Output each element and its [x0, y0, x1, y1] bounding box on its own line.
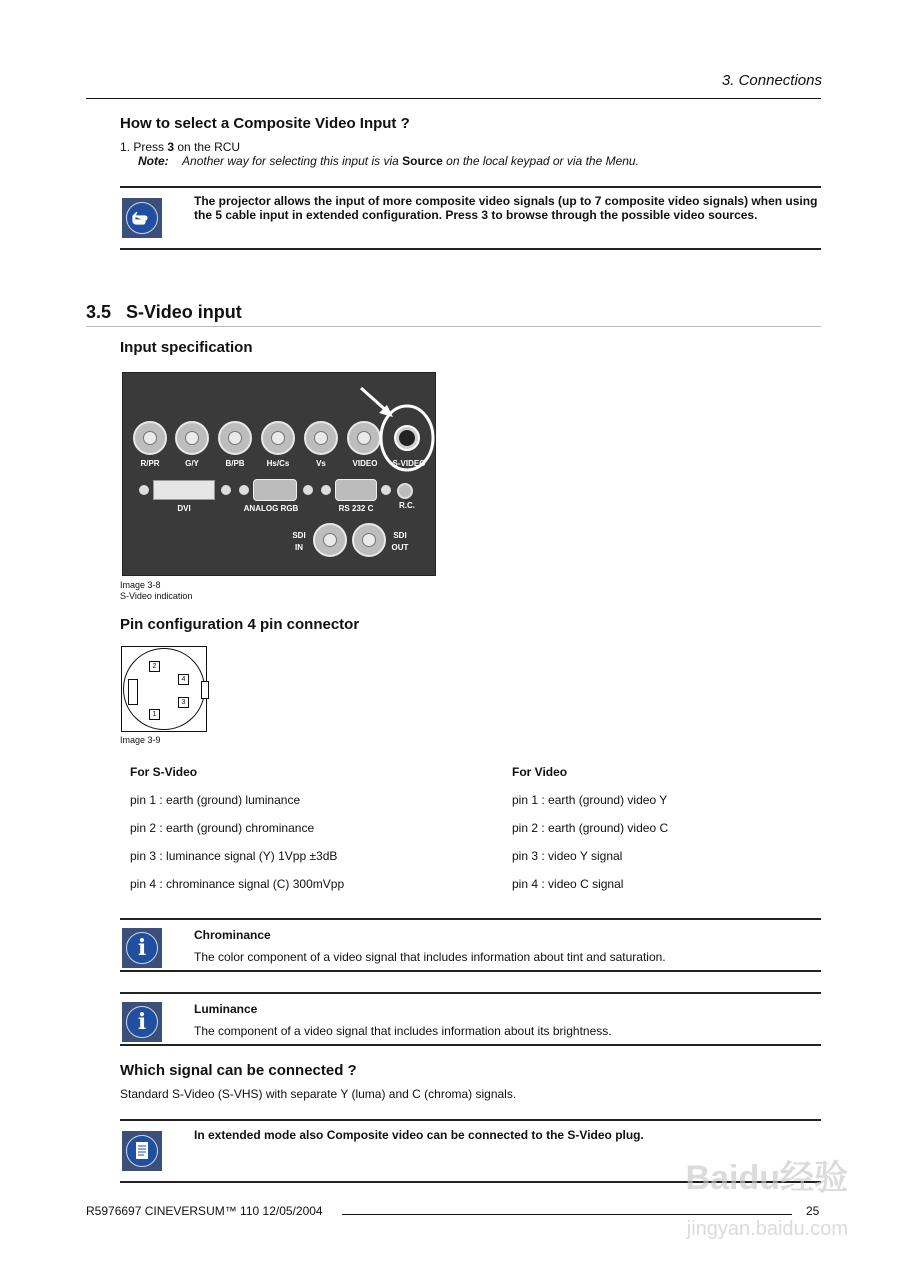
tip-text: The projector allows the input of more composite video signals (up to 7 composite video signals) when using the 5 cable input in extended configuration. Press 3 to browse through the possible video sources. [194, 194, 818, 222]
label-rs232: RS 232 C [338, 504, 374, 513]
extended-mode-text: In extended mode also Composite video can be connected to the S-Video plug. [194, 1128, 644, 1142]
label-analog: ANALOG RGB [243, 504, 299, 513]
luminance-info-box [120, 992, 821, 1046]
pin-num: pin 1 : [512, 793, 545, 807]
bnc-hscs [261, 421, 295, 455]
info-icon: i [122, 1002, 162, 1042]
chrominance-info-box [120, 918, 821, 972]
table-row [130, 793, 344, 821]
screw-icon [221, 485, 231, 495]
bnc-bpb [218, 421, 252, 455]
chrominance-text: The color component of a video signal that includes information about tint and saturation. [194, 950, 666, 964]
input-spec-title: Input specification [120, 339, 253, 356]
key-tab [201, 681, 209, 699]
table-row [512, 821, 668, 849]
pin-desc: earth (ground) chrominance [166, 821, 315, 835]
chapter-header: 3. Connections [721, 72, 822, 89]
table-row [130, 877, 344, 905]
pin-num: pin 1 : [130, 793, 163, 807]
pin-desc: luminance signal (Y) 1Vpp ±3dB [166, 849, 338, 863]
footer-ref: R5976697 CINEVERSUM™ 110 12/05/2004 [86, 1204, 323, 1218]
hand-pointer-icon [122, 198, 162, 238]
pin-4: 4 [178, 674, 189, 685]
table-row [130, 821, 344, 849]
pin-1: 1 [149, 709, 160, 720]
pin-3: 3 [178, 697, 189, 708]
label-video: VIDEO [352, 459, 378, 468]
step-prefix: 1. Press [120, 140, 168, 154]
rs232-port [335, 479, 377, 501]
svideo-pin-table [130, 765, 344, 905]
rc-jack [397, 483, 413, 499]
dvi-port [153, 480, 215, 500]
section-heading [86, 302, 242, 323]
pin-desc: earth (ground) video C [548, 821, 669, 835]
label-hscs: Hs/Cs [266, 459, 290, 468]
label-svideo: S-VIDEO [392, 459, 426, 468]
label-vs: Vs [316, 459, 326, 468]
pin-num: pin 3 : [130, 849, 163, 863]
pin-num: pin 4 : [512, 877, 545, 891]
step-key: 3 [167, 140, 175, 154]
footer-rule [342, 1214, 792, 1215]
info-icon: i [122, 928, 162, 968]
pin-num: pin 3 : [512, 849, 545, 863]
note-post: on the local keypad or via the Menu. [442, 154, 639, 168]
pin-desc: earth (ground) luminance [166, 793, 301, 807]
baidu-watermark-url: jingyan.baidu.com [686, 1218, 848, 1240]
pin-desc: video C signal [548, 877, 624, 891]
pin-num: pin 4 : [130, 877, 163, 891]
composite-step [120, 140, 240, 154]
label-dvi: DVI [177, 504, 191, 513]
document-note-icon [122, 1131, 162, 1171]
tip-box [120, 186, 821, 250]
which-signal-title: Which signal can be connected ? [120, 1062, 357, 1079]
page-number: 25 [806, 1204, 820, 1218]
caption-image-3-8: Image 3-8 [120, 580, 161, 590]
pin-num: pin 2 : [512, 821, 545, 835]
section-number: 3.5 [86, 302, 112, 322]
label-gy: G/Y [185, 459, 199, 468]
table-row [512, 849, 668, 877]
screw-icon [303, 485, 313, 495]
section-rule [86, 326, 821, 327]
label-sdi-in-2: IN [295, 543, 303, 552]
label-sdi-out-1: SDI [393, 531, 407, 540]
screw-icon [381, 485, 391, 495]
which-signal-text: Standard S-Video (S-VHS) with separate Y (luma) and C (chroma) signals. [120, 1087, 517, 1101]
bnc-rpr [133, 421, 167, 455]
label-sdi-in-1: SDI [292, 531, 306, 540]
label-bpb: B/PB [225, 459, 245, 468]
pin-config-title: Pin configuration 4 pin connector [120, 616, 360, 633]
table-row [130, 849, 344, 877]
luminance-title: Luminance [194, 1002, 258, 1016]
note-label: Note: [138, 154, 169, 168]
composite-title: How to select a Composite Video Input ? [120, 115, 410, 132]
label-sdi-out-2: OUT [391, 543, 409, 552]
screw-icon [239, 485, 249, 495]
table-row [512, 793, 668, 821]
step-suffix: on the RCU [174, 140, 241, 154]
pin-num: pin 2 : [130, 821, 163, 835]
svideo-heading: For S-Video [130, 765, 198, 779]
screw-icon [139, 485, 149, 495]
label-rc: R.C. [399, 501, 415, 510]
header-rule [86, 98, 821, 99]
pin-diagram [121, 646, 207, 732]
caption-image-3-9: Image 3-9 [120, 735, 161, 745]
table-row [512, 877, 668, 905]
pin-desc: video Y signal [548, 849, 623, 863]
bnc-vs [304, 421, 338, 455]
key-slot [128, 679, 138, 705]
note-key: Source [402, 154, 443, 168]
section-title: S-Video input [126, 302, 242, 322]
analog-rgb-port [253, 479, 297, 501]
baidu-watermark-logo: Baidu经验 [685, 1159, 848, 1197]
chrominance-title: Chrominance [194, 928, 271, 942]
pin-desc: earth (ground) video Y [548, 793, 668, 807]
video-pin-table [512, 765, 668, 905]
label-rpr: R/PR [140, 459, 160, 468]
pin-2: 2 [149, 661, 160, 672]
screw-icon [321, 485, 331, 495]
connector-panel [122, 372, 436, 576]
luminance-text: The component of a video signal that includes information about its brightness. [194, 1024, 612, 1038]
bnc-gy [175, 421, 209, 455]
composite-note [138, 154, 639, 168]
caption-svideo-indication: S-Video indication [120, 591, 193, 601]
pin-desc: chrominance signal (C) 300mVpp [166, 877, 345, 891]
video-heading: For Video [512, 765, 568, 779]
note-pre: Another way for selecting this input is via [182, 154, 403, 168]
